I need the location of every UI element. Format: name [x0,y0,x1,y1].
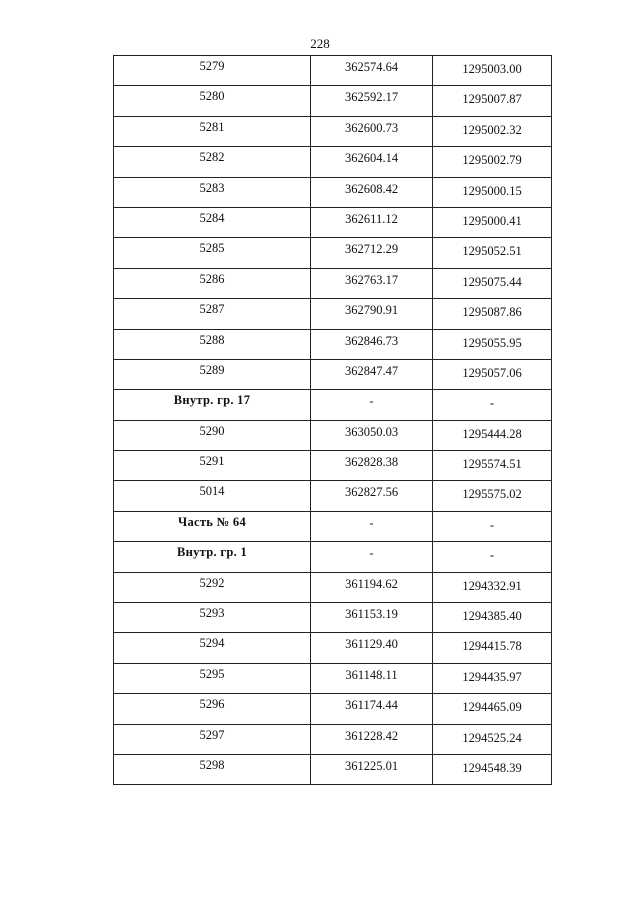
table-row [114,663,552,693]
table-row [114,724,552,754]
x-coordinate-cell: 362608.42 [311,177,433,207]
y-coordinate-cell: 1295002.32 [433,116,552,146]
y-coordinate-cell: 1294465.09 [433,694,552,724]
y-coordinate-cell: 1295007.87 [433,86,552,116]
point-number-cell: 5279 [114,56,311,86]
y-coordinate-cell: 1294435.97 [433,663,552,693]
table-row-section-label [114,511,552,541]
x-coordinate-cell: 361225.01 [311,754,433,784]
table-row [114,359,552,389]
x-coordinate-cell: 363050.03 [311,420,433,450]
point-number-cell: 5289 [114,359,311,389]
table-row [114,754,552,784]
point-number-cell: 5290 [114,420,311,450]
point-number-cell: 5295 [114,663,311,693]
y-coordinate-cell: 1295575.02 [433,481,552,511]
table-row [114,481,552,511]
x-coordinate-cell: - [311,542,433,572]
point-number-cell: 5282 [114,147,311,177]
page-number: 228 [310,36,330,51]
x-coordinate-cell: 362828.38 [311,451,433,481]
table-row [114,694,552,724]
y-coordinate-cell: 1295075.44 [433,268,552,298]
section-label-cell: Часть № 64 [114,511,311,541]
x-coordinate-cell: 362604.14 [311,147,433,177]
x-coordinate-cell: - [311,511,433,541]
section-label-cell: Внутр. гр. 1 [114,542,311,572]
table-row-section-label [114,542,552,572]
point-number-cell: 5286 [114,268,311,298]
table-row [114,420,552,450]
x-coordinate-cell: 362827.56 [311,481,433,511]
y-coordinate-cell: 1295003.00 [433,56,552,86]
coordinates-table [113,55,552,785]
y-coordinate-cell: 1295052.51 [433,238,552,268]
table-row [114,451,552,481]
y-coordinate-cell: 1294548.39 [433,754,552,784]
x-coordinate-cell: 361174.44 [311,694,433,724]
point-number-cell: 5298 [114,754,311,784]
point-number-cell: 5296 [114,694,311,724]
x-coordinate-cell: 361153.19 [311,603,433,633]
point-number-cell: 5281 [114,116,311,146]
table-row [114,329,552,359]
x-coordinate-cell: 362712.29 [311,238,433,268]
x-coordinate-cell: 361194.62 [311,572,433,602]
table-row [114,238,552,268]
table-row [114,572,552,602]
point-number-cell: 5294 [114,633,311,663]
point-number-cell: 5280 [114,86,311,116]
y-coordinate-cell: 1295057.06 [433,359,552,389]
table-row [114,177,552,207]
table-row [114,268,552,298]
point-number-cell: 5284 [114,207,311,237]
y-coordinate-cell: 1295000.41 [433,207,552,237]
point-number-cell: 5283 [114,177,311,207]
y-coordinate-cell: 1294385.40 [433,603,552,633]
point-number-cell: 5292 [114,572,311,602]
x-coordinate-cell: 362592.17 [311,86,433,116]
y-coordinate-cell: 1295000.15 [433,177,552,207]
table-row [114,147,552,177]
point-number-cell: 5291 [114,451,311,481]
x-coordinate-cell: 362574.64 [311,56,433,86]
point-number-cell: 5293 [114,603,311,633]
table-row [114,116,552,146]
x-coordinate-cell: 362846.73 [311,329,433,359]
x-coordinate-cell: 361228.42 [311,724,433,754]
table-row [114,207,552,237]
point-number-cell: 5285 [114,238,311,268]
y-coordinate-cell: 1295002.79 [433,147,552,177]
y-coordinate-cell: - [433,511,552,541]
table-row-section-label [114,390,552,420]
y-coordinate-cell: - [433,542,552,572]
x-coordinate-cell: 361148.11 [311,663,433,693]
x-coordinate-cell: 362600.73 [311,116,433,146]
y-coordinate-cell: 1295574.51 [433,451,552,481]
point-number-cell: 5287 [114,299,311,329]
table-row [114,603,552,633]
point-number-cell: 5014 [114,481,311,511]
y-coordinate-cell: 1295087.86 [433,299,552,329]
x-coordinate-cell: - [311,390,433,420]
table-row [114,633,552,663]
y-coordinate-cell: 1295055.95 [433,329,552,359]
table-row [114,86,552,116]
table-row [114,56,552,86]
x-coordinate-cell: 361129.40 [311,633,433,663]
x-coordinate-cell: 362790.91 [311,299,433,329]
y-coordinate-cell: 1294525.24 [433,724,552,754]
y-coordinate-cell: 1295444.28 [433,420,552,450]
x-coordinate-cell: 362763.17 [311,268,433,298]
table-row [114,299,552,329]
x-coordinate-cell: 362847.47 [311,359,433,389]
coordinates-table-body [114,56,552,785]
y-coordinate-cell: 1294415.78 [433,633,552,663]
section-label-cell: Внутр. гр. 17 [114,390,311,420]
x-coordinate-cell: 362611.12 [311,207,433,237]
point-number-cell: 5288 [114,329,311,359]
y-coordinate-cell: - [433,390,552,420]
point-number-cell: 5297 [114,724,311,754]
y-coordinate-cell: 1294332.91 [433,572,552,602]
